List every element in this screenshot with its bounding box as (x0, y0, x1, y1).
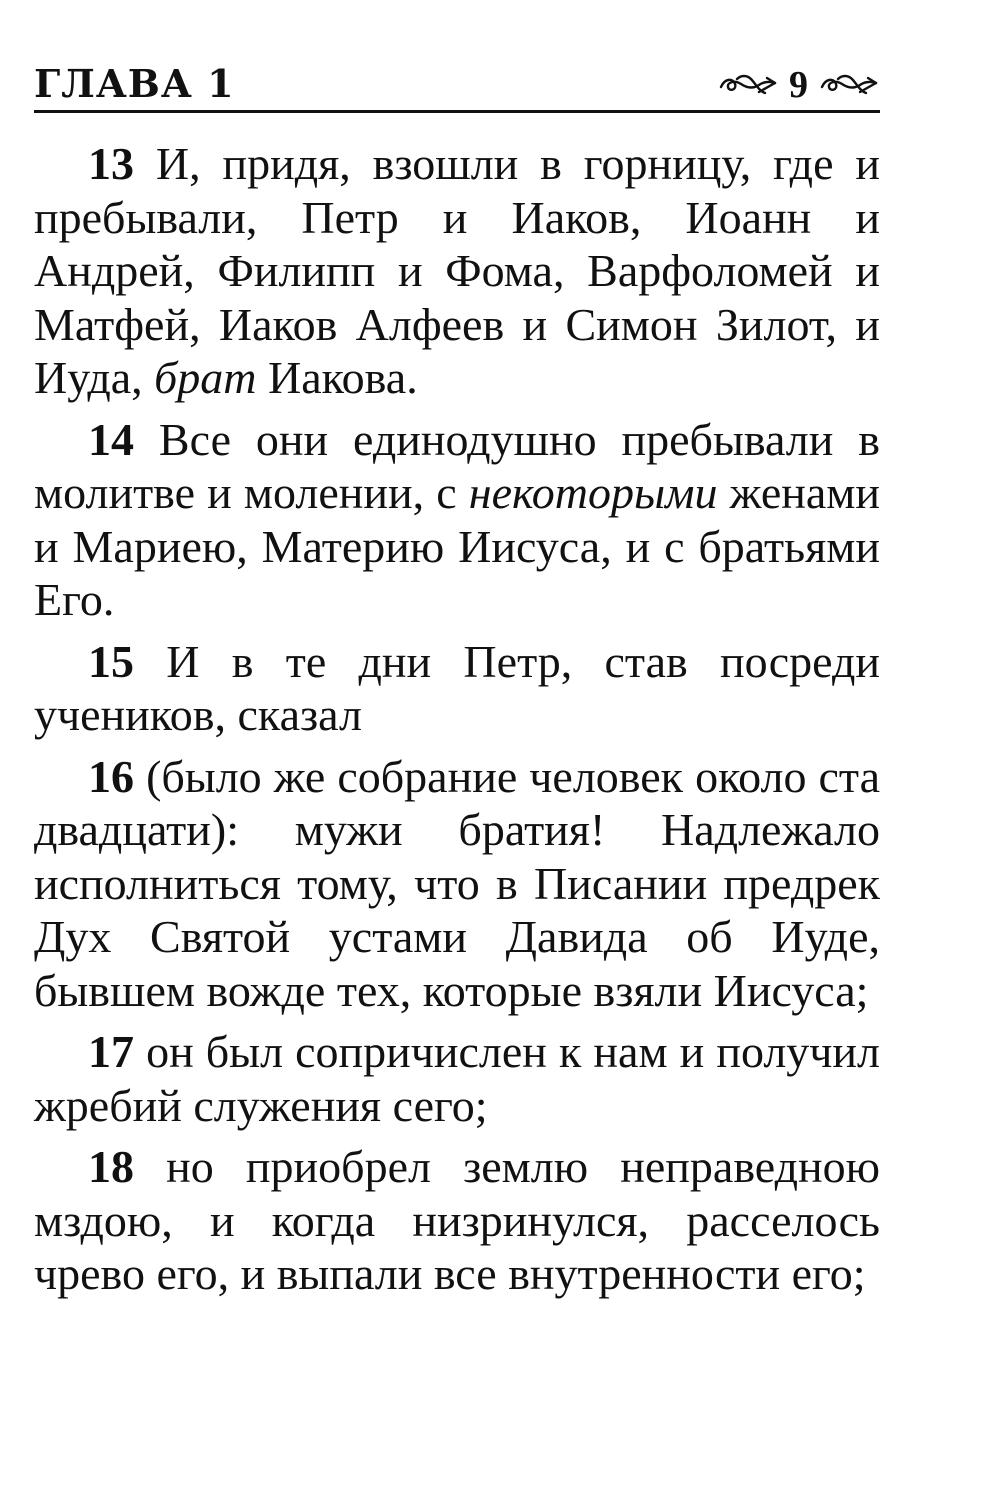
flourish-ornament-icon (818, 72, 880, 98)
verse-text: женами и Мариею, Материю Иисуса, и с братьями Его. (34, 467, 881, 625)
verse-number: 17 (88, 1026, 134, 1077)
verse-number: 18 (88, 1141, 134, 1192)
verse-text: он был сопричислен к нам и получил жребий служения сего; (34, 1026, 880, 1131)
chapter-label: ГЛАВА 1 (34, 61, 235, 106)
verse-text: (было же собрание человек около ста двадцати): мужи братия! Надлежало исполниться тому, что в Писании предрек Дух Святой устами Давида об Иуде, бывшем вожде тех, которые взяли Иисуса; (34, 750, 880, 1016)
verse-number: 14 (88, 413, 134, 465)
verse-18 (34, 1140, 880, 1301)
verse-number: 15 (88, 635, 134, 687)
verse-number: 16 (88, 750, 134, 802)
verse-number: 13 (88, 138, 134, 189)
page-number: 9 (789, 64, 808, 106)
verse-italic-word: некоторыми (468, 467, 718, 518)
verse-text: но приобрел землю неправедною мздою, и когда низринулся, расселось чрево его, и выпали все внутренности его; (34, 1141, 880, 1299)
verse-15 (34, 635, 880, 742)
page-number-group (717, 66, 880, 104)
verse-text: И, придя, взошли в горницу, где и пребывали, Петр и Иаков, Иоанн и Андрей, Филипп и Фома, Варфоломей и Матфей, Иаков Алфеев и Симон Зилот, и Иуда, (34, 138, 881, 403)
verse-13 (34, 137, 880, 405)
running-header (34, 60, 880, 113)
verse-17 (34, 1025, 880, 1132)
verse-16 (34, 750, 880, 1018)
verse-text: И в те дни Петр, став посреди учеников, сказал (34, 635, 880, 740)
verse-italic-word: брат (154, 352, 257, 403)
verse-text: Иакова. (268, 352, 418, 403)
body-text (34, 137, 880, 1301)
book-page (34, 60, 880, 1309)
flourish-ornament-icon (717, 72, 779, 98)
verse-14 (34, 413, 880, 627)
verse-text: Все они единодушно пребывали в молитве и молении, с (34, 413, 881, 518)
